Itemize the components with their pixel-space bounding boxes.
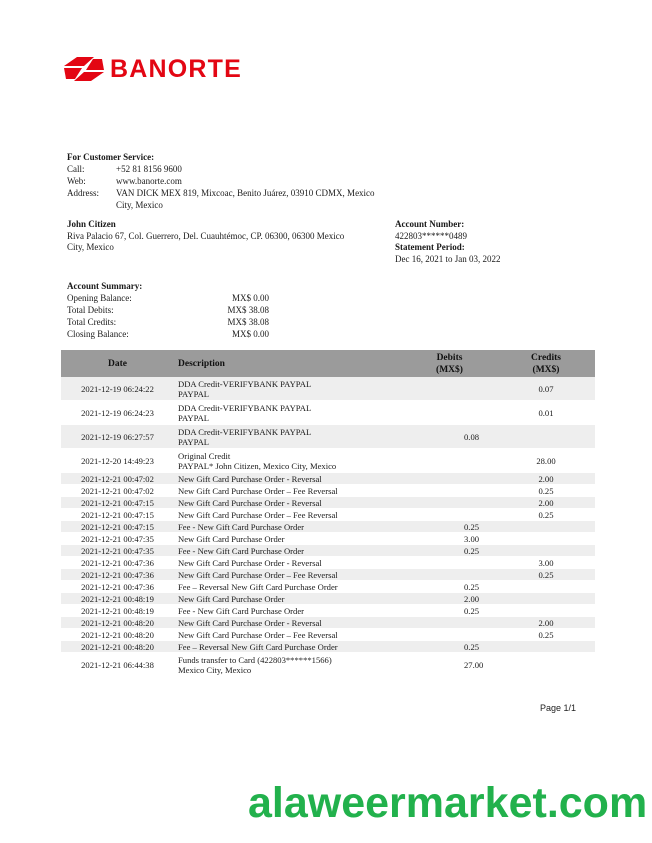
account-number-label: Account Number: — [395, 219, 465, 229]
row-debit — [402, 497, 497, 509]
row-date: 2021-12-21 00:48:20 — [61, 617, 174, 629]
customer-address-line1: Riva Palacio 67, Col. Guerrero, Del. Cuauhtémoc, CP. 06300, 06300 Mexico — [67, 230, 345, 241]
row-credit: 2.00 — [497, 473, 595, 485]
row-credit: 0.25 — [497, 509, 595, 521]
row-credit — [497, 593, 595, 605]
row-credit — [497, 641, 595, 653]
row-date: 2021-12-21 00:48:19 — [61, 593, 174, 605]
total-credits-label: Total Credits: — [67, 317, 117, 327]
customer-service-title: For Customer Service: — [67, 152, 155, 162]
row-date: 2021-12-20 14:49:23 — [61, 449, 174, 473]
bank-logo — [64, 53, 242, 85]
row-date: 2021-12-21 00:47:02 — [61, 473, 174, 485]
row-description: Original Credit PAYPAL* John Citizen, Mexico City, Mexico — [174, 449, 402, 473]
row-credit — [497, 533, 595, 545]
row-credit: 2.00 — [497, 617, 595, 629]
table-row — [61, 533, 595, 545]
row-debit: 0.25 — [402, 521, 497, 533]
summary-title: Account Summary: — [67, 281, 143, 291]
row-credit: 2.00 — [497, 497, 595, 509]
table-row — [61, 569, 595, 581]
row-date: 2021-12-21 00:47:15 — [61, 497, 174, 509]
total-debits-value: MX$ 38.08 — [227, 305, 269, 315]
web-link[interactable]: www.banorte.com — [116, 176, 182, 186]
table-row — [61, 605, 595, 617]
row-debit — [402, 473, 497, 485]
row-description: New Gift Card Purchase Order — [174, 593, 402, 605]
table-row — [61, 485, 595, 497]
row-debit: 0.25 — [402, 545, 497, 557]
bank-name: BANORTE — [110, 54, 243, 83]
row-credit: 0.01 — [497, 401, 595, 425]
closing-balance-value: MX$ 0.00 — [231, 329, 269, 339]
row-date: 2021-12-21 00:48:20 — [61, 641, 174, 653]
row-date: 2021-12-21 00:47:35 — [61, 533, 174, 545]
row-description: DDA Credit-VERIFYBANK PAYPAL PAYPAL — [174, 425, 402, 449]
row-description: DDA Credit-VERIFYBANK PAYPAL PAYPAL — [174, 377, 402, 401]
customer-block — [67, 219, 377, 254]
row-description: Funds transfer to Card (422803******1566) Mexico City, Mexico — [174, 653, 402, 677]
table-header-row — [61, 350, 595, 377]
row-debit: 0.08 — [402, 425, 497, 449]
row-date: 2021-12-19 06:24:23 — [61, 401, 174, 425]
row-description: New Gift Card Purchase Order – Fee Reversal — [174, 485, 402, 497]
row-date: 2021-12-21 00:47:36 — [61, 569, 174, 581]
table-row — [61, 641, 595, 653]
total-credits-value: MX$ 38.08 — [227, 317, 269, 327]
row-credit: 0.25 — [497, 485, 595, 497]
row-credit: 0.25 — [497, 569, 595, 581]
table-row — [61, 509, 595, 521]
table-row — [61, 593, 595, 605]
row-credit: 0.25 — [497, 629, 595, 641]
row-debit — [402, 569, 497, 581]
row-description: Fee - New Gift Card Purchase Order — [174, 605, 402, 617]
watermark: alaweermarket.com — [248, 779, 648, 827]
row-description: DDA Credit-VERIFYBANK PAYPAL PAYPAL — [174, 401, 402, 425]
web-label: Web: — [67, 176, 86, 186]
row-date: 2021-12-21 00:47:15 — [61, 509, 174, 521]
row-date: 2021-12-19 06:24:22 — [61, 377, 174, 401]
page-number: Page 1/1 — [540, 703, 577, 713]
row-date: 2021-12-21 00:47:15 — [61, 521, 174, 533]
row-debit — [402, 617, 497, 629]
row-debit: 27.00 — [402, 653, 497, 677]
account-number: 422803******0489 — [395, 230, 467, 241]
row-debit — [402, 377, 497, 401]
table-row — [61, 581, 595, 593]
header-debits: Debits (MX$) — [402, 350, 497, 377]
table-row — [61, 545, 595, 557]
row-description: New Gift Card Purchase Order - Reversal — [174, 617, 402, 629]
table-row — [61, 521, 595, 533]
row-date: 2021-12-19 06:27:57 — [61, 425, 174, 449]
account-summary — [67, 280, 269, 340]
table-row — [61, 557, 595, 569]
row-description: Fee – Reversal New Gift Card Purchase Order — [174, 581, 402, 593]
row-debit: 0.25 — [402, 581, 497, 593]
row-date: 2021-12-21 06:44:38 — [61, 653, 174, 677]
call-number: +52 81 8156 9600 — [116, 164, 182, 174]
header-credits: Credits (MX$) — [497, 350, 595, 377]
row-debit: 0.25 — [402, 605, 497, 617]
call-label: Call: — [67, 164, 85, 174]
table-row — [61, 473, 595, 485]
customer-service-block — [67, 151, 407, 211]
row-date: 2021-12-21 00:48:19 — [61, 605, 174, 617]
bank-address-line1: VAN DICK MEX 819, Mixcoac, Benito Juárez, 03910 CDMX, Mexico — [116, 188, 375, 198]
row-credit — [497, 605, 595, 617]
opening-balance-value: MX$ 0.00 — [231, 293, 269, 303]
row-debit — [402, 629, 497, 641]
row-description: New Gift Card Purchase Order - Reversal — [174, 473, 402, 485]
row-date: 2021-12-21 00:47:36 — [61, 581, 174, 593]
row-credit — [497, 653, 595, 677]
opening-balance-label: Opening Balance: — [67, 293, 132, 303]
row-description: New Gift Card Purchase Order — [174, 533, 402, 545]
row-description: New Gift Card Purchase Order – Fee Reversal — [174, 509, 402, 521]
row-credit — [497, 521, 595, 533]
row-debit: 0.25 — [402, 641, 497, 653]
table-row — [61, 497, 595, 509]
header-description: Description — [174, 350, 402, 377]
row-credit: 28.00 — [497, 449, 595, 473]
row-description: Fee - New Gift Card Purchase Order — [174, 545, 402, 557]
row-description: New Gift Card Purchase Order – Fee Reversal — [174, 629, 402, 641]
row-debit — [402, 449, 497, 473]
row-debit — [402, 485, 497, 497]
table-row — [61, 401, 595, 425]
row-debit: 3.00 — [402, 533, 497, 545]
row-date: 2021-12-21 00:48:20 — [61, 629, 174, 641]
table-row — [61, 653, 595, 677]
row-debit — [402, 401, 497, 425]
row-credit — [497, 425, 595, 449]
total-debits-label: Total Debits: — [67, 305, 114, 315]
row-debit — [402, 509, 497, 521]
table-row — [61, 629, 595, 641]
account-block — [395, 219, 575, 265]
row-date: 2021-12-21 00:47:02 — [61, 485, 174, 497]
header-date: Date — [61, 350, 174, 377]
row-credit — [497, 581, 595, 593]
row-credit: 0.07 — [497, 377, 595, 401]
row-debit: 2.00 — [402, 593, 497, 605]
bank-address-line2: City, Mexico — [116, 200, 163, 210]
row-description: New Gift Card Purchase Order - Reversal — [174, 497, 402, 509]
transactions-table — [61, 350, 595, 677]
row-debit — [402, 557, 497, 569]
customer-name: John Citizen — [67, 219, 116, 229]
table-row — [61, 449, 595, 473]
customer-address-line2: City, Mexico — [67, 242, 114, 252]
row-description: Fee – Reversal New Gift Card Purchase Order — [174, 641, 402, 653]
row-date: 2021-12-21 00:47:36 — [61, 557, 174, 569]
closing-balance-label: Closing Balance: — [67, 329, 129, 339]
banorte-emblem-icon — [64, 55, 104, 83]
row-description: New Gift Card Purchase Order – Fee Reversal — [174, 569, 402, 581]
row-credit — [497, 545, 595, 557]
row-date: 2021-12-21 00:47:35 — [61, 545, 174, 557]
address-label: Address: — [67, 188, 99, 198]
row-credit: 3.00 — [497, 557, 595, 569]
table-row — [61, 425, 595, 449]
statement-period: Dec 16, 2021 to Jan 03, 2022 — [395, 253, 501, 264]
row-description: New Gift Card Purchase Order - Reversal — [174, 557, 402, 569]
table-row — [61, 377, 595, 401]
statement-period-label: Statement Period: — [395, 242, 465, 252]
table-row — [61, 617, 595, 629]
row-description: Fee - New Gift Card Purchase Order — [174, 521, 402, 533]
